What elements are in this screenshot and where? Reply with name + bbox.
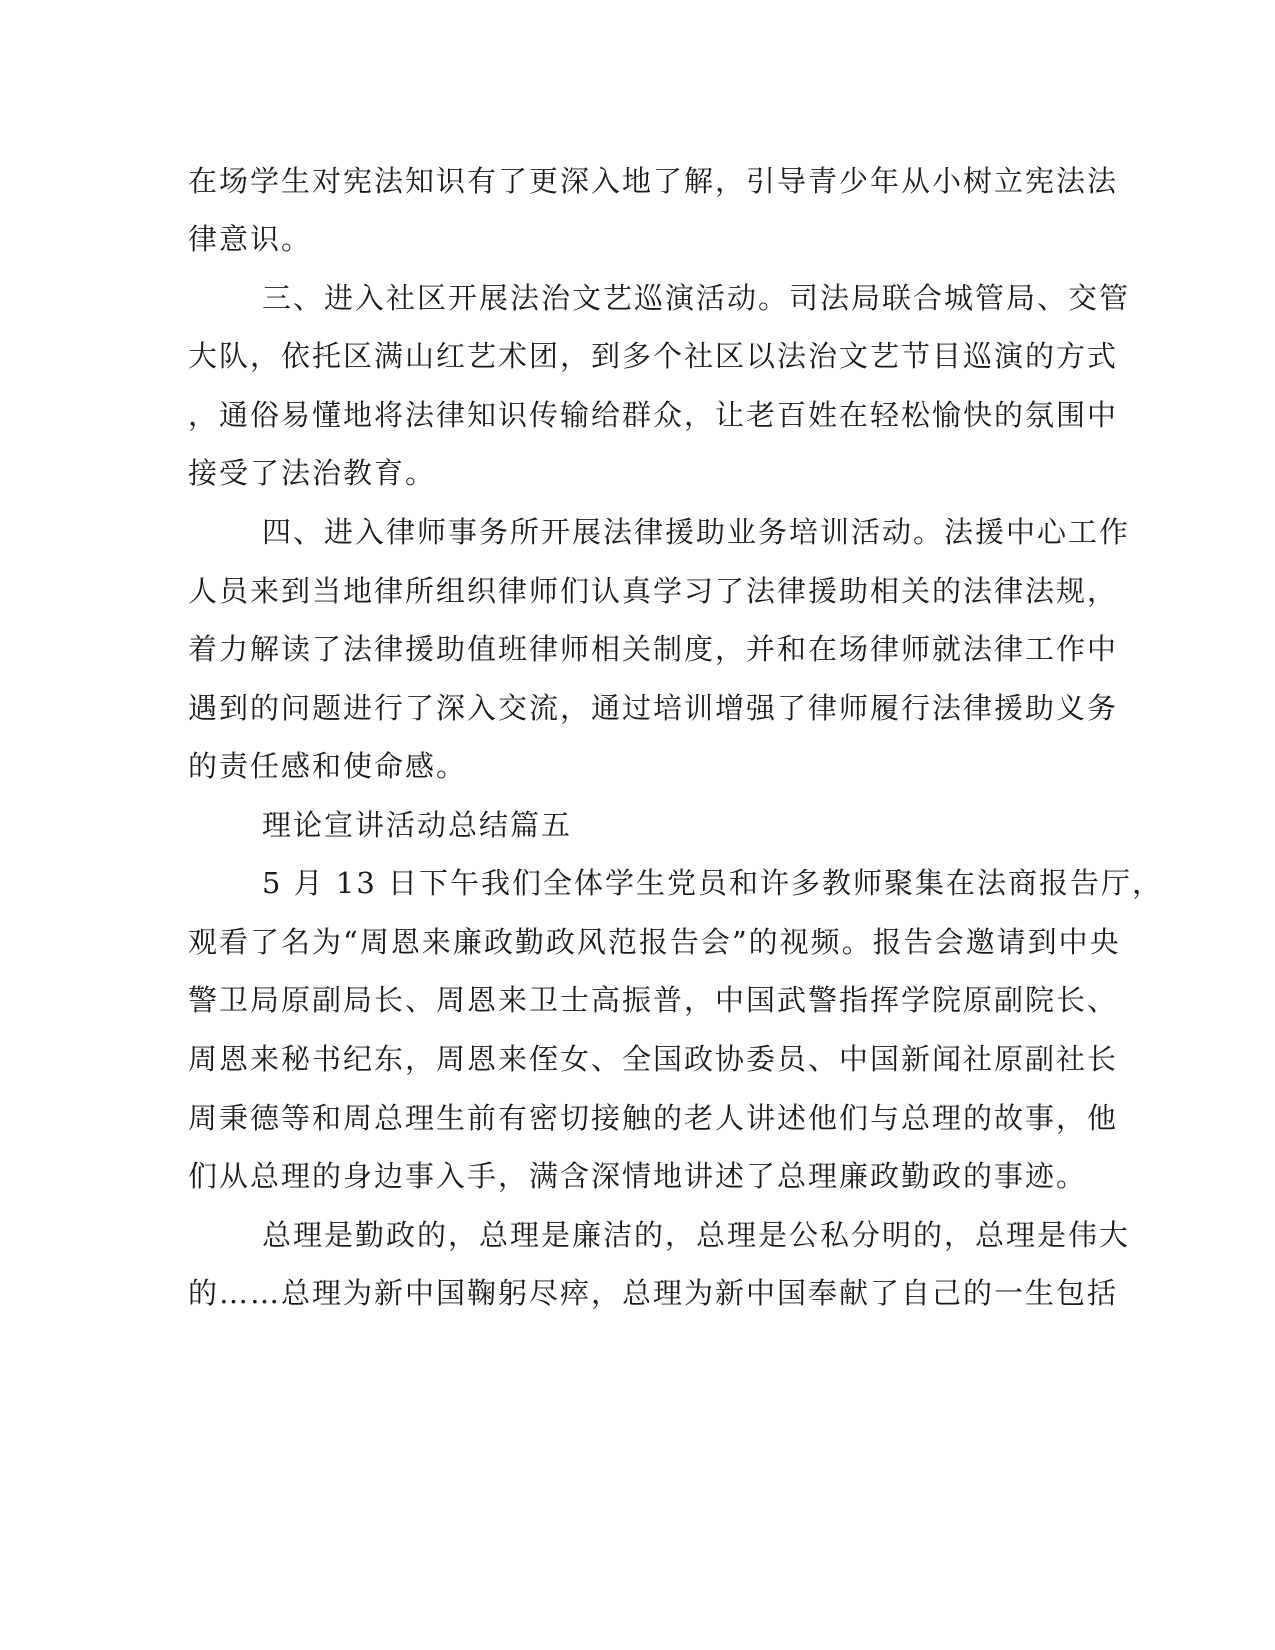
paragraph-line: 接受了法治教育。	[188, 456, 437, 490]
paragraph-line: 周秉德等和周总理生前有密切接触的老人讲述他们与总理的故事，他	[188, 1101, 1119, 1135]
paragraph-line: 四、进入律师事务所开展法律援助业务培训活动。法援中心工作	[262, 515, 1131, 549]
paragraph-line: 们从总理的身边事入手，满含深情地讲述了总理廉政勤政的事迹。	[188, 1159, 1088, 1193]
paragraph-line: 遇到的问题进行了深入交流，通过培训增强了律师履行法律援助义务	[188, 691, 1119, 725]
paragraph-line: 的责任感和使命感。	[188, 749, 468, 783]
paragraph-line: 周恩来秘书纪东，周恩来侄女、全国政协委员、中国新闻社原副社长	[188, 1042, 1119, 1076]
paragraph-line: ，通俗易懂地将法律知识传输给群众，让老百姓在轻松愉快的氛围中	[188, 398, 1119, 432]
section-heading: 理论宣讲活动总结篇五	[262, 808, 573, 842]
paragraph-line: 着力解读了法律援助值班律师相关制度，并和在场律师就法律工作中	[188, 632, 1119, 666]
paragraph-line: 在场学生对宪法知识有了更深入地了解，引导青少年从小树立宪法法	[188, 164, 1119, 198]
paragraph-line: 人员来到当地律所组织律师们认真学习了法律援助相关的法律法规，	[188, 574, 1119, 608]
paragraph-line: 律意识。	[188, 222, 313, 256]
paragraph-line: 三、进入社区开展法治文艺巡演活动。司法局联合城管局、交管	[262, 281, 1131, 315]
paragraph-line: 总理是勤政的，总理是廉洁的，总理是公私分明的，总理是伟大	[262, 1218, 1131, 1252]
paragraph-line: 5 月 13 日下午我们全体学生党员和许多教师聚集在法商报告厅，	[262, 866, 1164, 900]
paragraph-line: 的……总理为新中国鞠躬尽瘁，总理为新中国奉献了自己的一生包括	[188, 1276, 1119, 1310]
paragraph-line: 大队，依托区满山红艺术团，到多个社区以法治文艺节目巡演的方式	[188, 339, 1119, 373]
paragraph-line: 警卫局原副局长、周恩来卫士高振普，中国武警指挥学院原副院长、	[188, 983, 1119, 1017]
paragraph-line: 观看了名为“周恩来廉政勤政风范报告会”的视频。报告会邀请到中央	[188, 925, 1121, 959]
